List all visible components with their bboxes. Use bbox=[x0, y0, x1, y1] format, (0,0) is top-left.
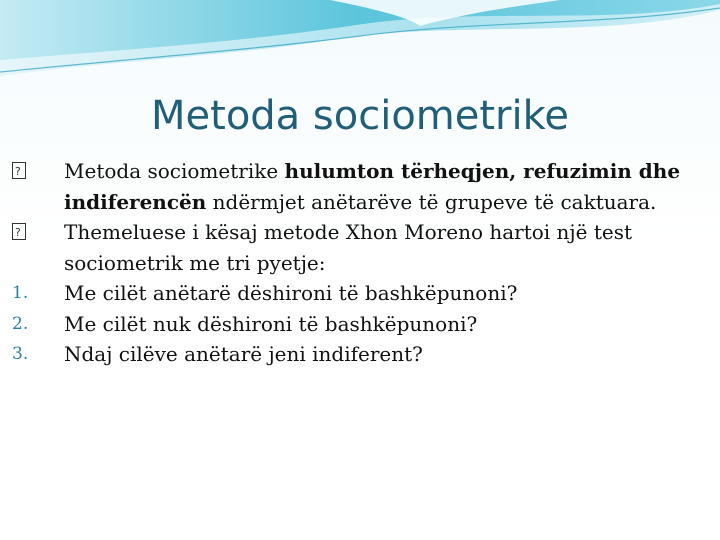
bullet-text-plain: Metoda sociometrike bbox=[64, 159, 285, 183]
missing-glyph-icon bbox=[12, 162, 26, 179]
slide-title: Metoda sociometrike bbox=[151, 93, 569, 139]
bullet-marker bbox=[12, 156, 64, 188]
list-number: 1. bbox=[12, 283, 29, 303]
numbered-item-3 bbox=[12, 339, 702, 370]
numbered-item-2 bbox=[12, 309, 702, 340]
bullet-text: Themeluese i kësaj metode Xhon Moreno hartoi një test sociometrik me tri pyetje: bbox=[64, 220, 632, 275]
missing-glyph-icon bbox=[12, 223, 26, 240]
numbered-item-text: Me cilët anëtarë dëshironi të bashkëpunoni? bbox=[64, 281, 518, 305]
bullet-text-plain: ndërmjet anëtarëve të grupeve të caktuara. bbox=[206, 189, 657, 214]
bullet-item-2 bbox=[12, 217, 702, 278]
numbered-item-text: Me cilët nuk dëshironi të bashkëpunoni? bbox=[64, 311, 478, 336]
numbered-item-1 bbox=[12, 278, 702, 309]
slide-content bbox=[12, 156, 702, 370]
bullet-marker bbox=[12, 217, 64, 249]
bullet-text-bold: hulumton tërheqjen, refuzimin dhe indiferencën bbox=[64, 159, 681, 214]
header-wave-decoration bbox=[0, 0, 720, 90]
list-number: 3. bbox=[12, 344, 29, 364]
bullet-item-1 bbox=[12, 156, 702, 217]
numbered-item-text: Ndaj cilëve anëtarë jeni indiferent? bbox=[64, 342, 423, 366]
list-number: 2. bbox=[12, 313, 29, 334]
